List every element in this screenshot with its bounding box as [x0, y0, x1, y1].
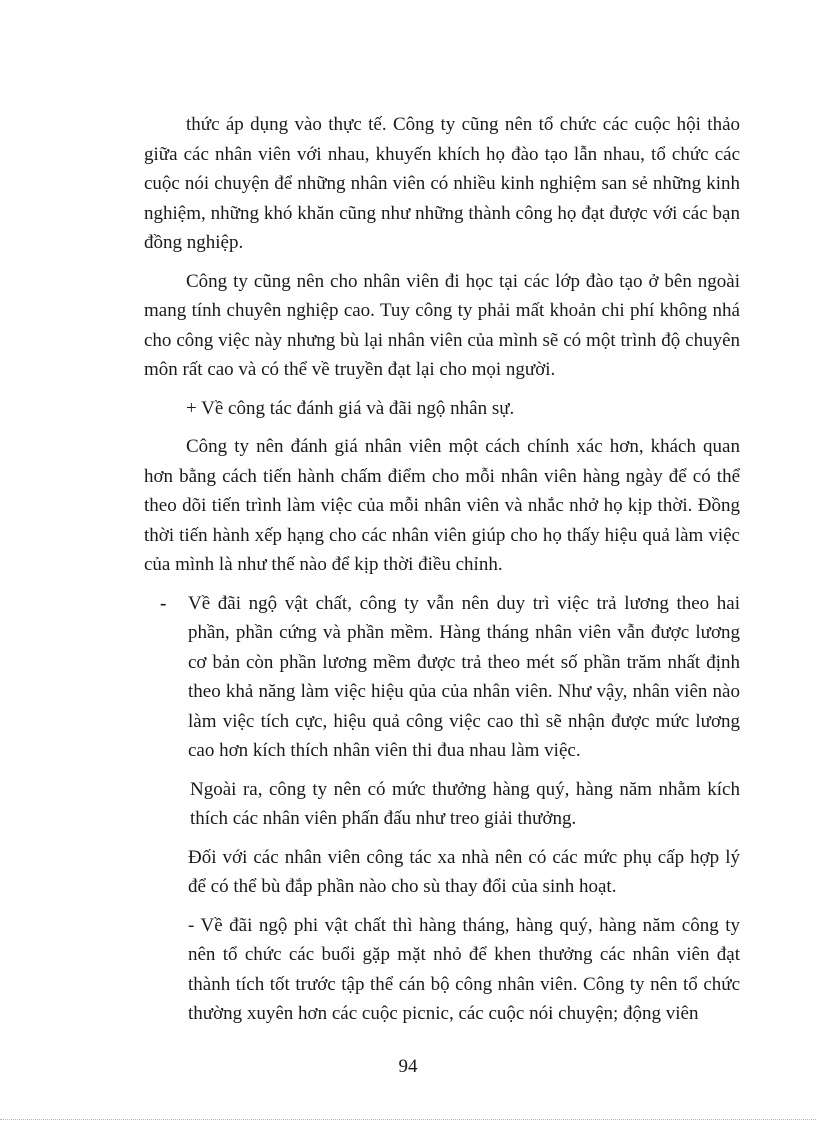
- page-bottom-border: [0, 1119, 816, 1120]
- list-bullet-dash: -: [160, 592, 167, 614]
- document-body: [144, 110, 740, 1038]
- paragraph-allowances: Đối với các nhân viên công tác xa nhà nên có các mức phụ cấp hợp lý để có thể bù đắp phần nào cho sù thay đổi của sinh hoạt.: [188, 846, 740, 897]
- paragraph-bonuses: Ngoài ra, công ty nên có mức thưởng hàng quý, hàng năm nhằm kích thích các nhân viên phấn đấu như treo giải thưởng.: [190, 778, 740, 829]
- list-item-material-benefits: [144, 589, 740, 766]
- paragraph-non-material-benefits: - Về đãi ngộ phi vật chất thì hàng tháng, hàng quý, hàng năm công ty nên tổ chức các buổi gặp mặt nhỏ để khen thưởng các nhân viên đạt thành tích tốt trước tập thể cán bộ công nhân viên. Công ty nên tổ chức thường xuyên hơn các cuộc picnic, các cuộc nói chuyện; động viên: [188, 914, 740, 1024]
- section-heading-evaluation: + Về công tác đánh giá và đãi ngộ nhân sự.: [186, 397, 515, 419]
- page-number: 94: [398, 1056, 418, 1077]
- list-item-text: Về đãi ngộ vật chất, công ty vẫn nên duy trì việc trả lương theo hai phần, phần cứng và phần mềm. Hàng tháng nhân viên vẫn được lương cơ bản còn phần lương mềm được trả theo mét số phần trăm nhất định theo khả năng làm việc hiệu qủa của nhân viên. Như vậy, nhân viên nào làm việc tích cực, hiệu quả công việc cao thì sẽ nhận được mức lương cao hơn kích thích nhân viên thi đua nhau làm việc.: [188, 592, 740, 761]
- paragraph-evaluation: Công ty nên đánh giá nhân viên một cách chính xác hơn, khách quan hơn bằng cách tiến hành chấm điểm cho mỗi nhân viên hàng ngày để có thể theo dõi tiến trình làm việc của mỗi nhân viên và nhắc nhở họ kịp thời. Đồng thời tiến hành xếp hạng cho các nhân viên giúp cho họ thấy hiệu quả làm việc của mình là như thế nào để kịp thời điều chỉnh.: [144, 436, 740, 575]
- paragraph-external-training: Công ty cũng nên cho nhân viên đi học tại các lớp đào tạo ở bên ngoài mang tính chuyên nghiệp cao. Tuy công ty phải mất khoản chi phí không nhá cho công việc này nhưng bù lại nhân viên của mình sẽ có một trình độ chuyên môn rất cao và có thể về truyền đạt lại cho mọi người.: [144, 270, 740, 380]
- paragraph-training-workshops: thức áp dụng vào thực tế. Công ty cũng nên tổ chức các cuộc hội thảo giữa các nhân viên với nhau, khuyến khích họ đào tạo lẫn nhau, tổ chức các cuộc nói chuyện để những nhân viên có nhiều kinh nghiệm san sẻ những kinh nghiệm, những khó khăn cũng như những thành công họ đạt được với các bạn đồng nghiệp.: [144, 114, 740, 253]
